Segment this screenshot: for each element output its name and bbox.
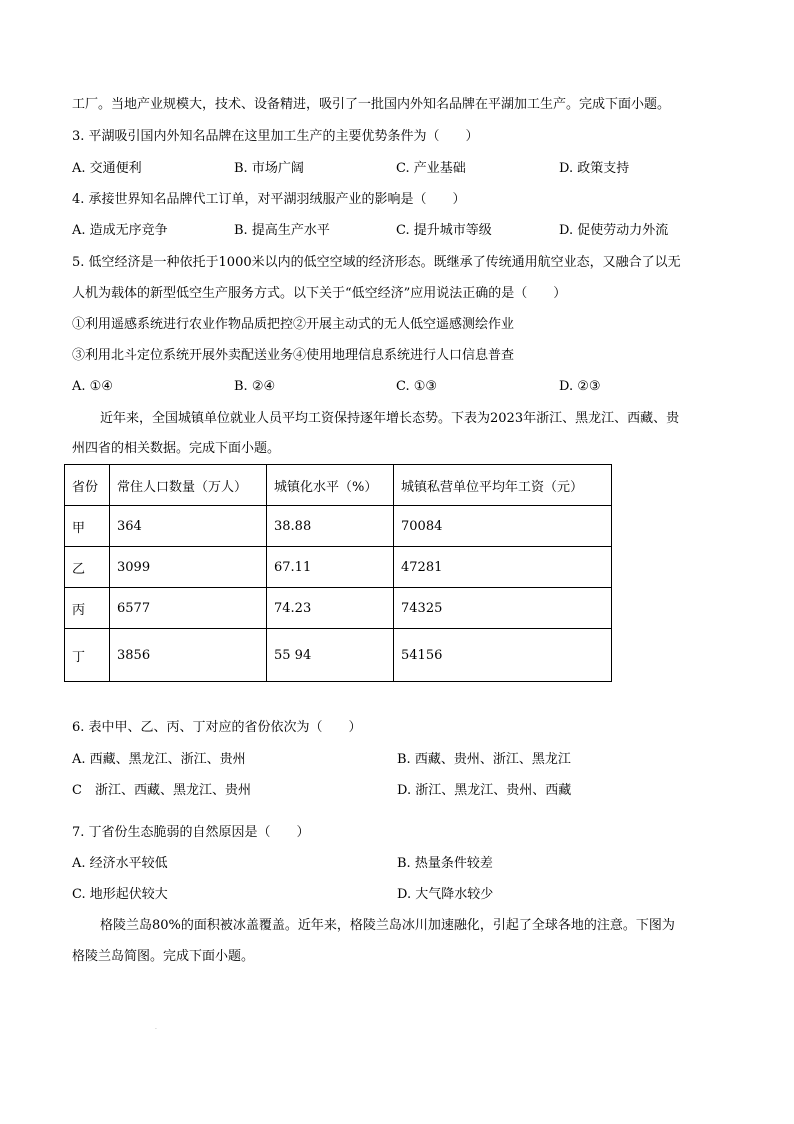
question-7-option-a: A. 经济水平较低	[72, 856, 168, 871]
table-header-cell: 城镇化水平（%）	[267, 465, 394, 506]
question-7-option-d: D. 大气降水较少	[397, 887, 494, 902]
province-data-table	[64, 464, 612, 682]
question-6-stem: 6. 表中甲、乙、丙、丁对应的省份依次为（ ）	[72, 720, 362, 735]
table-row	[65, 547, 612, 588]
question-7-option-c: C. 地形起伏较大	[72, 887, 168, 902]
question-6-option-b: B. 西藏、贵州、浙江、黑龙江	[397, 752, 571, 767]
intro-tail: 工厂。当地产业规模大，技术、设备精进，吸引了一批国内外知名品牌在平湖加工生产。完成下面小题。	[72, 97, 671, 112]
table-row	[65, 506, 612, 547]
table-header-cell: 城镇私营单位平均年工资（元）	[394, 465, 612, 506]
table-header-row	[65, 465, 612, 506]
passage-2-line-1: 近年来，全国城镇单位就业人员平均工资保持逐年增长态势。下表为2023年浙江、黑龙江、西藏、贵	[100, 411, 680, 426]
question-5-option-d: D. ②③	[559, 379, 601, 394]
question-5-stem-line-1: 5. 低空经济是一种依托于1000米以内的低空空域的经济形态。既继承了传统通用航空业态，又融合了以无	[72, 255, 681, 270]
question-6-option-a: A. 西藏、黑龙江、浙江、贵州	[72, 752, 246, 767]
table-cell: 54156	[394, 629, 612, 682]
table-row	[65, 588, 612, 629]
question-3-option-c: C. 产业基础	[396, 161, 466, 176]
table-cell: 74325	[394, 588, 612, 629]
question-3-option-a: A. 交通便利	[72, 161, 142, 176]
question-4-option-b: B. 提高生产水平	[234, 223, 330, 238]
table-cell: 74.23	[267, 588, 394, 629]
question-7-option-b: B. 热量条件较差	[397, 856, 493, 871]
table-cell: 38.88	[267, 506, 394, 547]
table-cell: 67.11	[267, 547, 394, 588]
passage-3-line-1: 格陵兰岛80%的面积被冰盖覆盖。近年来，格陵兰岛冰川加速融化，引起了全球各地的注意。下图为	[100, 918, 675, 933]
table-cell: 丙	[65, 588, 110, 629]
question-4-option-a: A. 造成无序竞争	[72, 223, 168, 238]
table-cell: 55 94	[267, 629, 394, 682]
table-row	[65, 629, 612, 682]
question-5-option-c: C. ①③	[396, 379, 438, 394]
question-5-option-b: B. ②④	[234, 379, 276, 394]
question-3-stem: 3. 平湖吸引国内外知名品牌在这里加工生产的主要优势条件为（ ）	[72, 129, 479, 144]
question-6-option-c: C 浙江、西藏、黑龙江、贵州	[72, 783, 251, 798]
table-cell: 丁	[65, 629, 110, 682]
question-3-option-d: D. 政策支持	[559, 161, 630, 176]
table-header-cell: 常住人口数量（万人）	[110, 465, 267, 506]
question-5-items-line-2: ③利用北斗定位系统开展外卖配送业务④使用地理信息系统进行人口信息普查	[72, 348, 515, 363]
table-cell: 3099	[110, 547, 267, 588]
table-cell: 364	[110, 506, 267, 547]
question-6-option-d: D. 浙江、黑龙江、贵州、西藏	[397, 783, 572, 798]
table-cell: 47281	[394, 547, 612, 588]
question-3-option-b: B. 市场广阔	[234, 161, 304, 176]
table-cell: 甲	[65, 506, 110, 547]
table-cell: 乙	[65, 547, 110, 588]
table-header-cell: 省份	[65, 465, 110, 506]
table-cell: 70084	[394, 506, 612, 547]
question-4-stem: 4. 承接世界知名品牌代工订单，对平湖羽绒服产业的影响是（ ）	[72, 192, 466, 207]
passage-2-line-2: 州四省的相关数据。完成下面小题。	[72, 441, 281, 456]
question-7-stem: 7. 丁省份生态脆弱的自然原因是（ ）	[72, 825, 310, 840]
question-4-option-d: D. 促使劳动力外流	[559, 223, 669, 238]
question-5-stem-line-2: 人机为载体的新型低空生产服务方式。以下关于“低空经济”应用说法正确的是（ ）	[72, 286, 567, 301]
question-4-option-c: C. 提升城市等级	[396, 223, 492, 238]
question-5-items-line-1: ①利用遥感系统进行农业作物品质把控②开展主动式的无人低空遥感测绘作业	[72, 317, 515, 332]
table-cell: 6577	[110, 588, 267, 629]
passage-3-line-2: 格陵兰岛简图。完成下面小题。	[72, 949, 255, 964]
question-5-option-a: A. ①④	[72, 379, 113, 394]
table-cell: 3856	[110, 629, 267, 682]
scan-speck: ·	[155, 1026, 157, 1033]
